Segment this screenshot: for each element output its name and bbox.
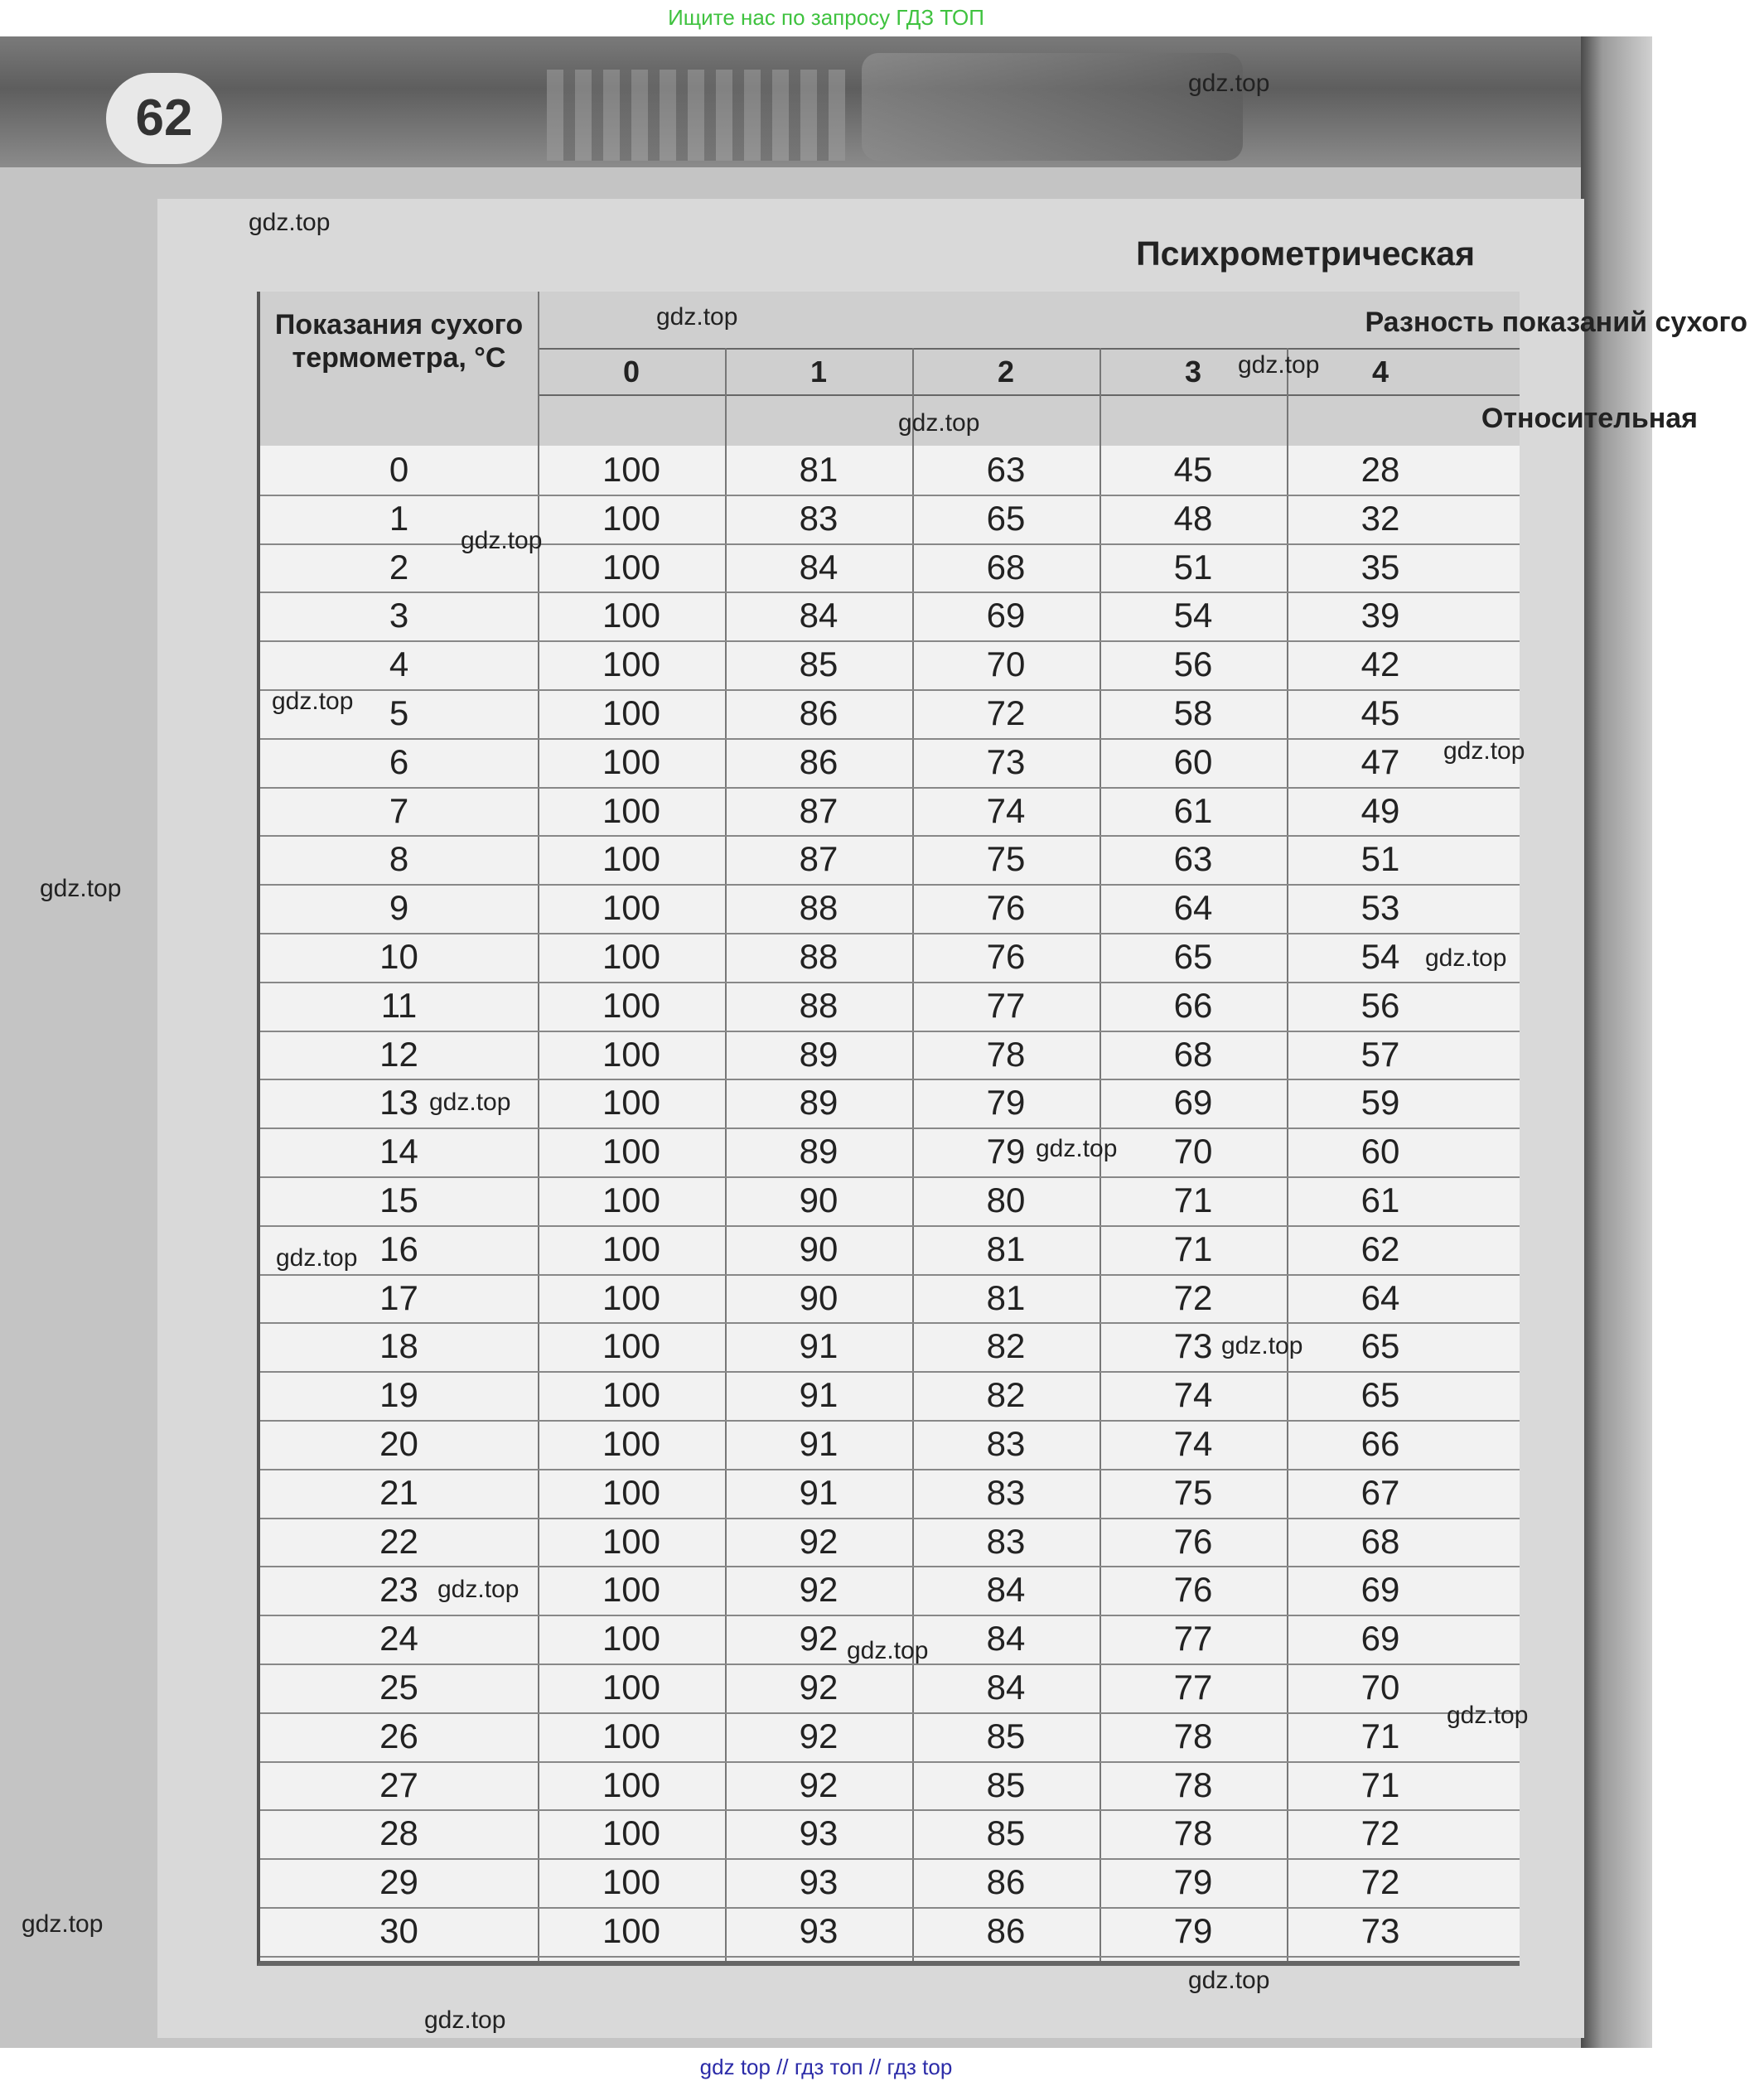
humidity-cell: 73	[1173, 1326, 1213, 1366]
humidity-cell: 100	[602, 937, 661, 976]
humidity-cell: 53	[1360, 888, 1400, 928]
humidity-cell: 100	[602, 1181, 661, 1219]
dry-temp-cell: 4	[389, 645, 409, 684]
humidity-cell: 69	[1173, 1083, 1213, 1123]
dry-temp-cell: 16	[379, 1229, 418, 1268]
humidity-cell: 51	[1360, 839, 1400, 879]
table-row	[260, 640, 1520, 691]
humidity-cell: 70	[986, 645, 1026, 684]
humidity-cell: 81	[986, 1229, 1026, 1268]
header-decoration	[862, 53, 1243, 161]
humidity-cell: 68	[986, 547, 1026, 587]
humidity-cell: 68	[1360, 1521, 1400, 1561]
humidity-cell: 100	[602, 498, 661, 538]
table-row	[260, 1225, 1520, 1276]
watermark: gdz.top	[1221, 1332, 1303, 1359]
humidity-cell: 65	[1360, 1326, 1400, 1366]
humidity-cell: 83	[986, 1521, 1026, 1561]
humidity-cell: 100	[602, 1326, 661, 1366]
humidity-cell: 65	[1173, 937, 1213, 976]
humidity-cell: 76	[1173, 1570, 1213, 1610]
table-row	[260, 1761, 1520, 1812]
humidity-cell: 56	[1360, 985, 1400, 1025]
header-sub-label: Относительная	[1481, 403, 1698, 434]
humidity-cell: 76	[1173, 1521, 1213, 1561]
humidity-cell: 62	[1360, 1229, 1400, 1268]
table-row	[260, 1322, 1520, 1373]
table-row	[260, 1907, 1520, 1958]
humidity-cell: 100	[602, 645, 661, 684]
humidity-cell: 71	[1173, 1229, 1213, 1268]
header-diff-3: 3	[1184, 355, 1202, 389]
humidity-cell: 85	[799, 645, 839, 684]
table-row	[260, 884, 1520, 934]
dry-temp-cell: 0	[389, 450, 409, 489]
table-row	[260, 738, 1520, 789]
humidity-cell: 58	[1173, 693, 1213, 732]
page-number: 62	[106, 73, 222, 164]
humidity-cell: 84	[799, 596, 839, 635]
humidity-cell: 92	[799, 1716, 839, 1755]
humidity-cell: 65	[1360, 1375, 1400, 1415]
humidity-cell: 84	[986, 1619, 1026, 1659]
humidity-cell: 73	[986, 741, 1026, 781]
humidity-cell: 100	[602, 839, 661, 879]
watermark: gdz.top	[40, 875, 122, 902]
humidity-cell: 60	[1360, 1132, 1400, 1171]
humidity-cell: 66	[1173, 985, 1213, 1025]
watermark: gdz.top	[424, 2006, 506, 2034]
humidity-cell: 100	[602, 596, 661, 635]
humidity-cell: 79	[1173, 1911, 1213, 1950]
humidity-cell: 100	[602, 1570, 661, 1610]
humidity-cell: 70	[1360, 1668, 1400, 1707]
humidity-cell: 100	[602, 1668, 661, 1707]
humidity-cell: 76	[986, 888, 1026, 928]
dry-temp-cell: 25	[379, 1668, 418, 1707]
dry-temp-cell: 22	[379, 1521, 418, 1561]
humidity-cell: 69	[1360, 1570, 1400, 1610]
watermark: gdz.top	[1425, 944, 1507, 972]
humidity-cell: 80	[986, 1181, 1026, 1219]
humidity-cell: 91	[799, 1375, 839, 1415]
watermark: gdz.top	[1447, 1702, 1529, 1729]
humidity-cell: 100	[602, 1424, 661, 1463]
bottom-banner[interactable]: gdz top // гдз топ // гдз top	[699, 2055, 953, 2079]
humidity-cell: 86	[986, 1911, 1026, 1950]
humidity-cell: 100	[602, 1862, 661, 1902]
psychrometric-table	[257, 292, 1747, 1966]
humidity-cell: 83	[986, 1472, 1026, 1512]
humidity-cell: 78	[986, 1034, 1026, 1074]
watermark: gdz.top	[898, 409, 980, 437]
table-row	[260, 1176, 1520, 1227]
humidity-cell: 85	[986, 1813, 1026, 1853]
dry-temp-cell: 6	[389, 741, 409, 781]
humidity-cell: 68	[1173, 1034, 1213, 1074]
humidity-cell: 100	[602, 1034, 661, 1074]
humidity-cell: 76	[986, 937, 1026, 976]
humidity-cell: 79	[986, 1132, 1026, 1171]
table-row	[260, 1858, 1520, 1909]
dry-temp-cell: 28	[379, 1813, 418, 1853]
humidity-cell: 100	[602, 741, 661, 781]
humidity-cell: 72	[1360, 1813, 1400, 1853]
humidity-cell: 86	[799, 693, 839, 732]
dry-temp-cell: 19	[379, 1375, 418, 1415]
table-row	[260, 1663, 1520, 1714]
humidity-cell: 100	[602, 693, 661, 732]
humidity-cell: 93	[799, 1862, 839, 1902]
table-title: Психрометрическая	[1136, 234, 1475, 273]
humidity-cell: 100	[602, 985, 661, 1025]
humidity-cell: 88	[799, 937, 839, 976]
humidity-cell: 64	[1173, 888, 1213, 928]
watermark: gdz.top	[437, 1576, 520, 1603]
humidity-cell: 89	[799, 1083, 839, 1123]
humidity-cell: 54	[1173, 596, 1213, 635]
humidity-cell: 72	[1173, 1277, 1213, 1317]
humidity-cell: 35	[1360, 547, 1400, 587]
dry-temp-cell: 21	[379, 1472, 418, 1512]
humidity-cell: 87	[799, 839, 839, 879]
humidity-cell: 100	[602, 1716, 661, 1755]
humidity-cell: 49	[1360, 790, 1400, 830]
humidity-cell: 100	[602, 1619, 661, 1659]
table-row	[260, 787, 1520, 838]
dry-temp-cell: 2	[389, 547, 409, 587]
humidity-cell: 100	[602, 1911, 661, 1950]
watermark: gdz.top	[461, 527, 543, 554]
humidity-cell: 100	[602, 1765, 661, 1804]
header-diff-1: 1	[810, 355, 828, 389]
humidity-cell: 84	[986, 1570, 1026, 1610]
humidity-cell: 82	[986, 1326, 1026, 1366]
humidity-cell: 75	[1173, 1472, 1213, 1512]
humidity-cell: 92	[799, 1521, 839, 1561]
table-row	[260, 1371, 1520, 1422]
dry-temp-cell: 18	[379, 1326, 418, 1366]
humidity-cell: 74	[1173, 1375, 1213, 1415]
humidity-cell: 82	[986, 1375, 1026, 1415]
humidity-cell: 39	[1360, 596, 1400, 635]
dry-temp-cell: 8	[389, 839, 409, 879]
humidity-cell: 90	[799, 1181, 839, 1219]
watermark: gdz.top	[249, 209, 331, 236]
watermark: gdz.top	[1188, 1967, 1270, 1994]
dry-temp-cell: 9	[389, 888, 409, 928]
watermark: gdz.top	[1188, 70, 1270, 97]
humidity-cell: 77	[1173, 1668, 1213, 1707]
table-row	[260, 835, 1520, 886]
table-row	[260, 495, 1520, 545]
table-row	[260, 1128, 1520, 1178]
dry-temp-cell: 14	[379, 1132, 418, 1171]
humidity-cell: 85	[986, 1765, 1026, 1804]
humidity-cell: 56	[1173, 645, 1213, 684]
humidity-cell: 91	[799, 1326, 839, 1366]
table-row	[260, 543, 1520, 594]
table-row	[260, 1469, 1520, 1519]
humidity-cell: 61	[1173, 790, 1213, 830]
watermark: gdz.top	[1036, 1135, 1118, 1162]
table-row	[260, 592, 1520, 642]
dry-temp-cell: 17	[379, 1277, 418, 1317]
humidity-cell: 84	[986, 1668, 1026, 1707]
dry-temp-cell: 13	[379, 1083, 418, 1123]
dry-temp-cell: 30	[379, 1911, 418, 1950]
humidity-cell: 60	[1173, 741, 1213, 781]
humidity-cell: 71	[1173, 1181, 1213, 1219]
humidity-cell: 86	[799, 741, 839, 781]
humidity-cell: 100	[602, 1375, 661, 1415]
humidity-cell: 92	[799, 1619, 839, 1659]
humidity-cell: 100	[602, 790, 661, 830]
humidity-cell: 66	[1360, 1424, 1400, 1463]
humidity-cell: 78	[1173, 1716, 1213, 1755]
table-row	[260, 982, 1520, 1032]
watermark: gdz.top	[276, 1244, 358, 1272]
header-group-label: Разность показаний сухого	[1365, 307, 1747, 338]
watermark: gdz.top	[22, 1910, 104, 1938]
humidity-cell: 81	[799, 450, 839, 489]
humidity-cell: 65	[986, 498, 1026, 538]
watermark: gdz.top	[1443, 737, 1525, 765]
header-first-col: Показания сухого термометра, °С	[274, 309, 524, 374]
humidity-cell: 45	[1173, 450, 1213, 489]
humidity-cell: 73	[1360, 1911, 1400, 1950]
humidity-cell: 47	[1360, 741, 1400, 781]
table-row	[260, 1518, 1520, 1568]
humidity-cell: 100	[602, 888, 661, 928]
table-row	[260, 933, 1520, 983]
humidity-cell: 81	[986, 1277, 1026, 1317]
humidity-cell: 64	[1360, 1277, 1400, 1317]
humidity-cell: 61	[1360, 1181, 1400, 1219]
humidity-cell: 91	[799, 1424, 839, 1463]
dry-temp-cell: 24	[379, 1619, 418, 1659]
dry-temp-cell: 27	[379, 1765, 418, 1804]
table-row	[260, 1420, 1520, 1470]
humidity-cell: 59	[1360, 1083, 1400, 1123]
humidity-cell: 78	[1173, 1765, 1213, 1804]
dry-temp-cell: 7	[389, 790, 409, 830]
humidity-cell: 88	[799, 985, 839, 1025]
table-row	[260, 1809, 1520, 1860]
humidity-cell: 79	[986, 1083, 1026, 1123]
humidity-cell: 74	[1173, 1424, 1213, 1463]
dry-temp-cell: 5	[389, 693, 409, 732]
humidity-cell: 79	[1173, 1862, 1213, 1902]
humidity-cell: 42	[1360, 645, 1400, 684]
humidity-cell: 71	[1360, 1716, 1400, 1755]
humidity-cell: 77	[986, 985, 1026, 1025]
humidity-cell: 74	[986, 790, 1026, 830]
dry-temp-cell: 3	[389, 596, 409, 635]
humidity-cell: 88	[799, 888, 839, 928]
humidity-cell: 100	[602, 1277, 661, 1317]
dry-temp-cell: 26	[379, 1716, 418, 1755]
humidity-cell: 86	[986, 1862, 1026, 1902]
header-diff-0: 0	[622, 355, 640, 389]
humidity-cell: 57	[1360, 1034, 1400, 1074]
humidity-cell: 63	[1173, 839, 1213, 879]
top-banner[interactable]: Ищите нас по запросу ГДЗ ТОП	[668, 5, 984, 30]
humidity-cell: 100	[602, 1132, 661, 1171]
humidity-cell: 63	[986, 450, 1026, 489]
humidity-cell: 100	[602, 1229, 661, 1268]
humidity-cell: 93	[799, 1813, 839, 1853]
table-row	[260, 446, 1520, 496]
header-diff-2: 2	[997, 355, 1015, 389]
humidity-cell: 91	[799, 1472, 839, 1512]
humidity-cell: 90	[799, 1277, 839, 1317]
watermark: gdz.top	[272, 688, 354, 715]
humidity-cell: 54	[1360, 937, 1400, 976]
humidity-cell: 100	[602, 450, 661, 489]
humidity-cell: 93	[799, 1911, 839, 1950]
humidity-cell: 78	[1173, 1813, 1213, 1853]
humidity-cell: 77	[1173, 1619, 1213, 1659]
dry-temp-cell: 15	[379, 1181, 418, 1219]
humidity-cell: 75	[986, 839, 1026, 879]
header-photo-strip	[0, 36, 1583, 167]
humidity-cell: 71	[1360, 1765, 1400, 1804]
humidity-cell: 100	[602, 1521, 661, 1561]
table-row	[260, 1274, 1520, 1325]
dry-temp-cell: 11	[380, 985, 418, 1025]
humidity-cell: 70	[1173, 1132, 1213, 1171]
humidity-cell: 45	[1360, 693, 1400, 732]
dry-temp-cell: 10	[379, 937, 418, 976]
humidity-cell: 100	[602, 1083, 661, 1123]
header-divider	[538, 348, 1520, 350]
humidity-cell: 72	[1360, 1862, 1400, 1902]
humidity-cell: 69	[1360, 1619, 1400, 1659]
watermark: gdz.top	[656, 303, 738, 331]
humidity-cell: 92	[799, 1668, 839, 1707]
watermark: gdz.top	[847, 1637, 929, 1664]
watermark: gdz.top	[429, 1089, 511, 1116]
header-diff-4: 4	[1371, 355, 1389, 389]
humidity-cell: 32	[1360, 498, 1400, 538]
table-row	[260, 689, 1520, 740]
humidity-cell: 100	[602, 1813, 661, 1853]
dry-temp-cell: 1	[389, 498, 409, 538]
humidity-cell: 92	[799, 1570, 839, 1610]
humidity-cell: 84	[799, 547, 839, 587]
header-divider	[538, 394, 1520, 396]
table-row	[260, 1712, 1520, 1763]
humidity-cell: 100	[602, 547, 661, 587]
humidity-cell: 69	[986, 596, 1026, 635]
dry-temp-cell: 23	[379, 1570, 418, 1610]
humidity-cell: 89	[799, 1034, 839, 1074]
humidity-cell: 48	[1173, 498, 1213, 538]
watermark: gdz.top	[1238, 351, 1320, 379]
humidity-cell: 67	[1360, 1472, 1400, 1512]
humidity-cell: 92	[799, 1765, 839, 1804]
humidity-cell: 90	[799, 1229, 839, 1268]
humidity-cell: 100	[602, 1472, 661, 1512]
humidity-cell: 72	[986, 693, 1026, 732]
dry-temp-cell: 12	[379, 1034, 418, 1074]
dry-temp-cell: 20	[379, 1424, 418, 1463]
humidity-cell: 51	[1173, 547, 1213, 587]
humidity-cell: 83	[986, 1424, 1026, 1463]
table-row	[260, 1031, 1520, 1081]
dry-temp-cell: 29	[379, 1862, 418, 1902]
humidity-cell: 85	[986, 1716, 1026, 1755]
humidity-cell: 87	[799, 790, 839, 830]
humidity-cell: 83	[799, 498, 839, 538]
humidity-cell: 89	[799, 1132, 839, 1171]
humidity-cell: 28	[1360, 450, 1400, 489]
header-decoration	[547, 70, 845, 161]
